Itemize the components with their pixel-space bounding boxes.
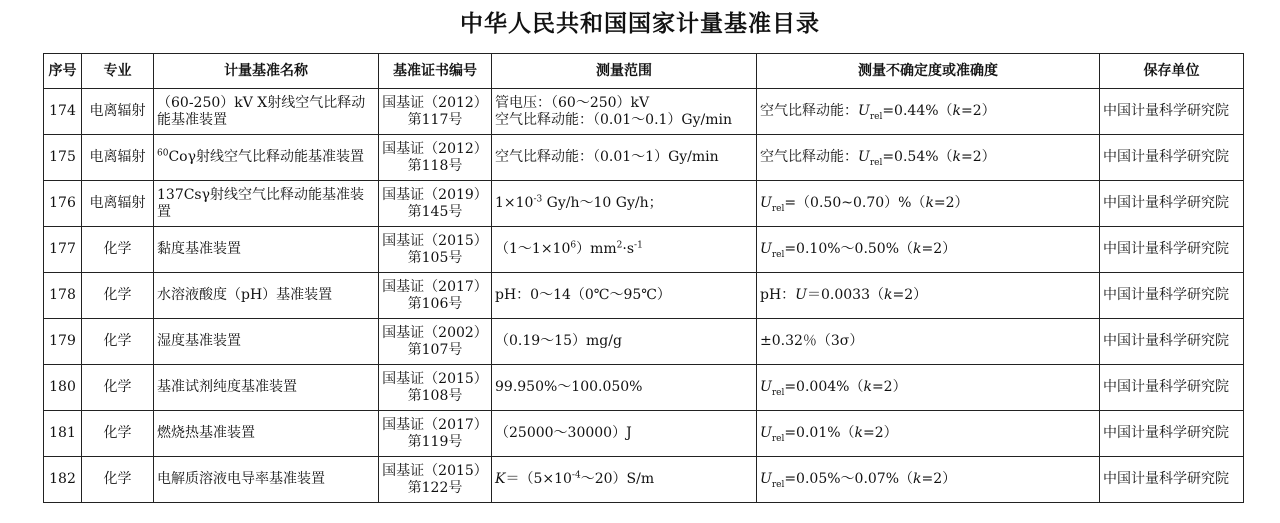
- cell-field: 电离辐射: [82, 135, 154, 181]
- cell-field: 电离辐射: [82, 89, 154, 135]
- cell-uncertainty: pH：U＝0.0033（k=2）: [757, 273, 1100, 319]
- table-row: [44, 457, 1244, 503]
- column-header-range: 测量范围: [492, 54, 757, 89]
- column-header-field: 专业: [82, 54, 154, 89]
- cell-range: 99.950%～100.050%: [492, 365, 757, 411]
- cell-cert: 国基证（2015） 第122号: [379, 457, 492, 503]
- cell-no: 180: [44, 365, 82, 411]
- table-row: [44, 411, 1244, 457]
- cell-name: 燃烧热基准装置: [154, 411, 379, 457]
- table-row: [44, 273, 1244, 319]
- table-row: [44, 89, 1244, 135]
- cell-field: 化学: [82, 457, 154, 503]
- cell-cert: 国基证（2017） 第106号: [379, 273, 492, 319]
- cell-unit: 中国计量科学研究院: [1100, 273, 1244, 319]
- cell-range: $1\times 10^{-3}$ Gy/h～10 Gy/h；: [492, 181, 757, 227]
- cell-uncertainty: $U_{rel}=(0.50\sim 0.70)\%(k=2)$: [757, 181, 1100, 227]
- cell-field: 电离辐射: [82, 181, 154, 227]
- cell-range: $K=(5\times 10^{-4}\sim 20)S/m$: [492, 457, 757, 503]
- cell-uncertainty: $U_{rel}=0.05\%\sim 0.07\%(k=2)$: [757, 457, 1100, 503]
- cell-unit: 中国计量科学研究院: [1100, 227, 1244, 273]
- cell-no: 182: [44, 457, 82, 503]
- cell-uncertainty: $U_{rel}=0.004\%(k=2)$: [757, 365, 1100, 411]
- cell-name: （60-250）kV X射线空气比释动能基准装置: [154, 89, 379, 135]
- column-header-unit: 保存单位: [1100, 54, 1244, 89]
- cell-name: 湿度基准装置: [154, 319, 379, 365]
- cell-uncertainty: 空气比释动能：$U_{rel}=0.44\%(k=2)$: [757, 89, 1100, 135]
- table-row: [44, 319, 1244, 365]
- cell-range: （0.19～15）mg/g: [492, 319, 757, 365]
- cell-name: 137Csγ射线空气比释动能基准装置: [154, 181, 379, 227]
- column-header-uncertainty: 测量不确定度或准确度: [757, 54, 1100, 89]
- cell-uncertainty: ±0.32％（3σ）: [757, 319, 1100, 365]
- cell-unit: 中国计量科学研究院: [1100, 365, 1244, 411]
- cell-unit: 中国计量科学研究院: [1100, 319, 1244, 365]
- cell-name: 基准试剂纯度基准装置: [154, 365, 379, 411]
- table-row: [44, 227, 1244, 273]
- cell-name: 电解质溶液电导率基准装置: [154, 457, 379, 503]
- cell-cert: 国基证（2012） 第117号: [379, 89, 492, 135]
- cell-field: 化学: [82, 227, 154, 273]
- cell-cert: 国基证（2017） 第119号: [379, 411, 492, 457]
- cell-cert: 国基证（2019） 第145号: [379, 181, 492, 227]
- column-header-name: 计量基准名称: [154, 54, 379, 89]
- cell-cert: 国基证（2015） 第105号: [379, 227, 492, 273]
- table-row: [44, 365, 1244, 411]
- cell-uncertainty: 空气比释动能：$U_{rel}=0.54\%(k=2)$: [757, 135, 1100, 181]
- cell-no: 177: [44, 227, 82, 273]
- page-title: 中华人民共和国国家计量基准目录: [460, 11, 820, 37]
- cell-unit: 中国计量科学研究院: [1100, 135, 1244, 181]
- cell-cert: 国基证（2012） 第118号: [379, 135, 492, 181]
- cell-unit: 中国计量科学研究院: [1100, 89, 1244, 135]
- cell-field: 化学: [82, 411, 154, 457]
- cell-range: 管电压：（60～250）kV 空气比释动能：（0.01～0.1）Gy/min: [492, 89, 757, 135]
- column-header-cert: 基准证书编号: [379, 54, 492, 89]
- cell-field: 化学: [82, 273, 154, 319]
- cell-range: 空气比释动能：（0.01～1）Gy/min: [492, 135, 757, 181]
- cell-name: 黏度基准装置: [154, 227, 379, 273]
- cell-field: 化学: [82, 319, 154, 365]
- cell-uncertainty: $U_{rel}=0.10\%\sim 0.50\%(k=2)$: [757, 227, 1100, 273]
- cell-no: 174: [44, 89, 82, 135]
- cell-unit: 中国计量科学研究院: [1100, 411, 1244, 457]
- table-row: [44, 181, 1244, 227]
- column-header-no: 序号: [44, 54, 82, 89]
- cell-range: $(1\sim 1\times 10^6)mm^2\cdot s^{-1}$: [492, 227, 757, 273]
- cell-no: 181: [44, 411, 82, 457]
- cell-no: 175: [44, 135, 82, 181]
- table-header-row: [44, 54, 1244, 89]
- cell-no: 178: [44, 273, 82, 319]
- cell-no: 176: [44, 181, 82, 227]
- cell-range: （25000～30000）J: [492, 411, 757, 457]
- cell-name: $^{60}$Coγ射线空气比释动能基准装置: [154, 135, 379, 181]
- cell-unit: 中国计量科学研究院: [1100, 181, 1244, 227]
- standards-table: [43, 53, 1244, 503]
- cell-name: 水溶液酸度（pH）基准装置: [154, 273, 379, 319]
- cell-cert: 国基证（2015） 第108号: [379, 365, 492, 411]
- cell-cert: 国基证（2002） 第107号: [379, 319, 492, 365]
- cell-no: 179: [44, 319, 82, 365]
- cell-uncertainty: $U_{rel}=0.01\%(k=2)$: [757, 411, 1100, 457]
- cell-range: pH：0～14（0℃～95℃）: [492, 273, 757, 319]
- cell-unit: 中国计量科学研究院: [1100, 457, 1244, 503]
- table-row: [44, 135, 1244, 181]
- cell-field: 化学: [82, 365, 154, 411]
